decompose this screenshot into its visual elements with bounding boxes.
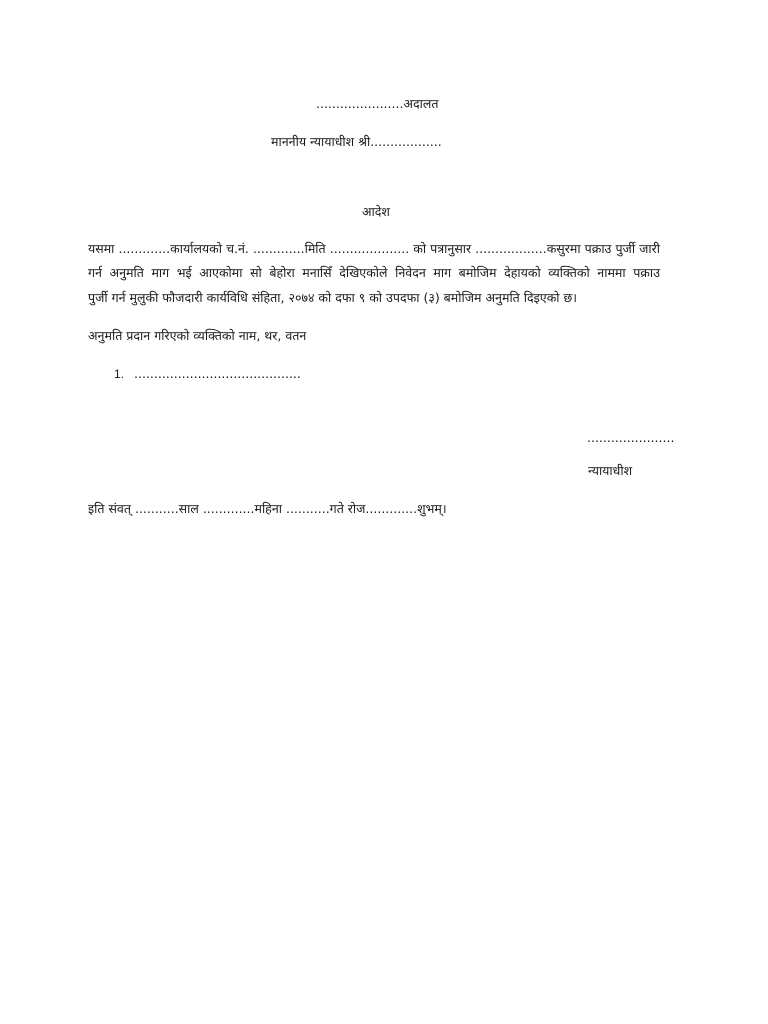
body-paragraph-line-1: यसमा .............कार्यालयको च.नं. .............मिति .................... को पत्रानुसार ..................कसुरमा पक्राउ पुर्जी जारी [88, 241, 660, 256]
order-heading: आदेश [362, 204, 390, 219]
judge-salutation: माननीय न्यायाधीश श्री.................. [271, 134, 442, 149]
court-line: ......................अदालत [316, 96, 439, 111]
signature-label: न्यायाधीश [588, 463, 633, 478]
permitted-persons-heading: अनुमति प्रदान गरिएको व्यक्तिको नाम, थर, वतन [88, 328, 307, 343]
list-item-number: 1. [114, 367, 125, 381]
signature-line: ...................... [587, 430, 675, 445]
body-paragraph-line-2: गर्न अनुमति माग भई आएकोमा सो बेहोरा मनासिँ देखिएकोले निवेदन माग बमोजिम देहायको व्यक्तिको नाममा पक्राउ [88, 265, 660, 280]
date-line: इति संवत् ...........साल .............महिना ...........गते रोज.............शुभम्। [88, 501, 447, 516]
body-paragraph-line-3: पुर्जी गर्न मुलुकी फौजदारी कार्यविधि संहिता, २०७४ को दफा ९ को उपदफा (३) बमोजिम अनुमति दिइएको छ। [88, 290, 578, 305]
list-item-value: .......................................... [134, 366, 301, 381]
